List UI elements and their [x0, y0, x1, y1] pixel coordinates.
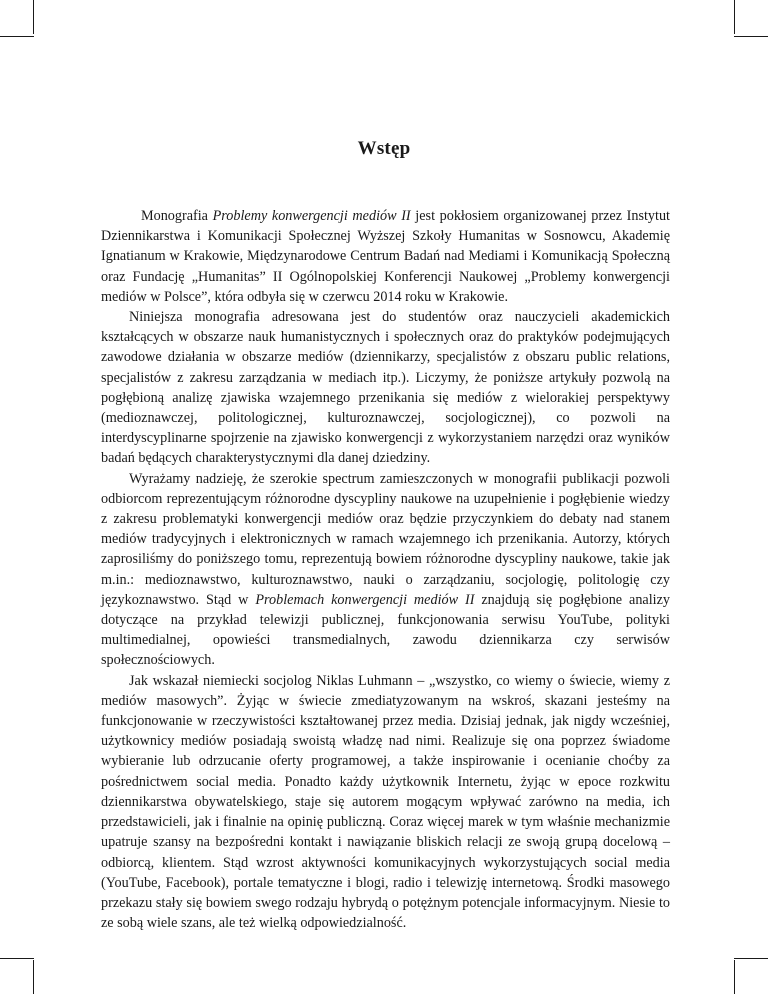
crop-mark-bottom-right-vertical	[734, 960, 735, 994]
page-title: Wstęp	[357, 138, 411, 159]
body-text	[101, 206, 670, 933]
crop-mark-top-right-horizontal	[734, 36, 768, 37]
paragraph-3: Wyrażamy nadzieję, że szerokie spectrum zamieszczonych w monografii publikacji pozwoli odbiorcom reprezentującym różnorodne dyscypliny naukowe na uzupełnienie i pogłębienie wiedzy z zakresu problematyki konwergencji mediów oraz będzie przyczynkiem do debaty nad stanem mediów tradycyjnych i elektronicznych w ramach wzajemnego ich przenikania. Autorzy, których zaprosiliśmy do poniższego tomu, reprezentują bowiem różnorodne dyscypliny naukowe, takie jak m.in.: medioznawstwo, kulturoznawstwo, nauki o zarządzaniu, socjologię, politologię czy językoznawstwo. Stąd w Problemach konwergencji mediów II znajdują się pogłębione analizy dotyczące na przykład telewizji publicznej, funkcjonowania serwisu YouTube, polityki multimedialnej, opowieści transmedialnych, zawodu dziennikarza czy serwisów społecznościowych.	[101, 470, 670, 669]
paragraph-4: Jak wskazał niemiecki socjolog Niklas Luhmann – „wszystko, co wiemy o świecie, wiemy z mediów masowych”. Żyjąc w świecie zmediatyzowanym na wskroś, skazani jesteśmy na funkcjonowanie w rzeczywistości kształtowanej przez media. Dzisiaj jednak, jak nigdy wcześniej, użytkownicy mediów posiadają swoistą władzę nad nimi. Realizuje się ona poprzez świadome wybieranie lub odrzucanie oferty programowej, a także inspirowanie i ocenianie choćby za pośrednictwem social media. Ponadto każdy użytkownik Internetu, żyjąc w epoce rozkwitu dziennikarstwa obywatelskiego, staje się autorem mogącym wpływać zarówno na media, ich przedstawicieli, jak i finalnie na opinię publiczną. Coraz więcej marek w tym właśnie mechanizmie upatruje szansy na bezpośredni kontakt i nawiązanie bliskich relacji ze swoją grupą docelową – odbiorcą, klientem. Stąd wzrost aktywności komunikacyjnych wykorzystujących social media (YouTube, Facebook), portale tematyczne i blogi, radio i telewizję internetową. Środki masowego przekazu stały się bowiem swego rodzaju hybrydą o potężnym potencjale informacyjnym. Niesie to ze sobą wiele szans, ale też wielką odpowiedzialność.	[101, 672, 670, 932]
crop-mark-top-left-horizontal	[0, 36, 34, 37]
crop-mark-bottom-right-horizontal	[734, 958, 768, 959]
paragraph-2: Niniejsza monografia adresowana jest do studentów oraz nauczycieli akademickich kształcących w obszarze nauk humanistycznych i społecznych oraz do praktyków podejmujących zawodowe działania w obszarze mediów (dziennikarzy, specjalistów z obszaru public relations, specjalistów z zakresu zarządzania w mediach itp.). Liczymy, że poniższe artykuły pozwolą na pogłębioną analizę zjawiska wzajemnego przenikania się mediów z wielorakiej perspektywy (medioznawczej, politologicznej, kulturoznawczej, socjologicznej), co pozwoli na interdyscyplinarne spojrzenie na zjawisko konwergencji z wykorzystaniem narzędzi oraz wyników badań będących charakterystycznymi dla danej dziedziny.	[101, 309, 670, 467]
crop-mark-top-left-vertical	[33, 0, 34, 34]
book-title-italic: Problemach konwergencji mediów II	[255, 591, 475, 608]
book-title-italic: Problemy konwergencji mediów II	[212, 208, 411, 224]
crop-mark-top-right-vertical	[734, 0, 735, 34]
crop-mark-bottom-left-horizontal	[0, 958, 34, 959]
crop-mark-bottom-left-vertical	[33, 960, 34, 994]
paragraph-1: Monografia Problemy konwergencji mediów II jest pokłosiem organizowanej przez Instytut Dziennikarstwa i Komunikacji Społecznej Wyższej Szkoły Humanitas w Sosnowcu, Akademię Ignatianum w Krakowie, Międzynarodowe Centrum Badań nad Mediami i Komunikacją Społeczną oraz Fundację „Humanitas” II Ogólnopolskiej Konferencji Naukowej „Problemy konwergencji mediów w Polsce”, która odbyła się w czerwcu 2014 roku w Krakowie.	[101, 208, 670, 305]
